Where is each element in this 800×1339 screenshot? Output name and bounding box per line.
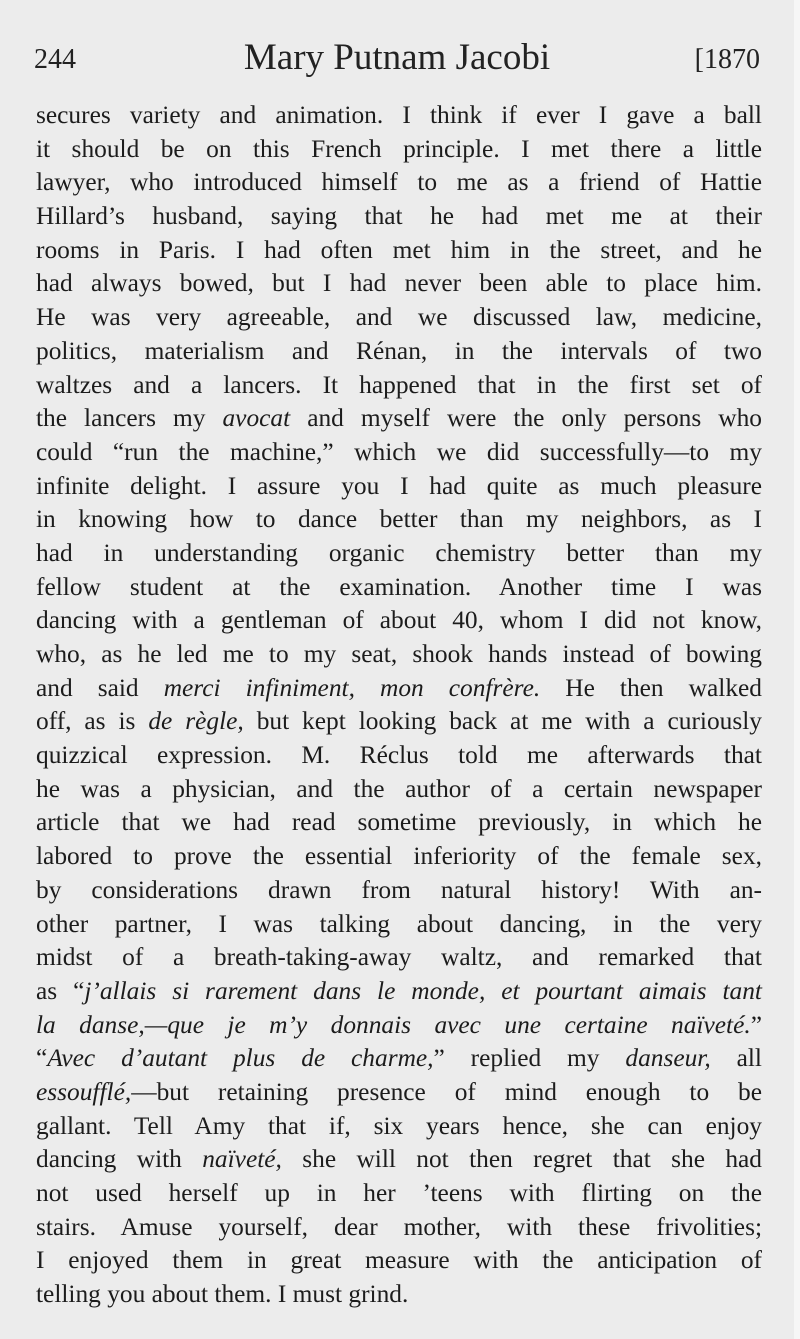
text-segment: by considerations drawn from natural history! With an-: [36, 875, 762, 904]
text-segment: dancing with a gentleman of about 40, whom I did not know,: [36, 606, 762, 635]
text-segment: other partner, I was talking about dancing, in the very: [36, 909, 762, 938]
text-segment: Hillard’s husband, saying that he had met me at their: [36, 202, 762, 231]
text-line: [36, 604, 762, 638]
text-line: [36, 402, 762, 436]
text-segment: ”: [750, 1010, 762, 1039]
text-line: [36, 503, 762, 537]
italic-text: merci infiniment, mon confrère.: [163, 673, 541, 702]
text-line: [36, 638, 762, 672]
text-segment: in knowing how to dance better than my neighbors, as I: [36, 505, 762, 534]
text-segment: stairs. Amuse yourself, dear mother, with these frivolities;: [36, 1212, 762, 1241]
italic-text: de règle,: [148, 707, 244, 736]
text-segment: “: [36, 1044, 48, 1073]
text-line: [36, 874, 762, 908]
text-segment: article that we had read sometime previously, in which he: [36, 808, 762, 837]
text-line: [36, 840, 762, 874]
text-line: [36, 335, 762, 369]
text-line: [36, 436, 762, 470]
text-line: [36, 133, 762, 167]
text-segment: dancing with: [36, 1145, 203, 1174]
text-line: [36, 537, 762, 571]
text-segment: he was a physician, and the author of a certain newspaper: [36, 774, 762, 803]
text-segment: all: [710, 1044, 762, 1073]
text-segment: politics, materialism and Rénan, in the intervals of two: [36, 336, 762, 365]
text-line: [36, 1143, 762, 1177]
text-segment: as “: [36, 976, 85, 1005]
text-segment: He then walked: [540, 673, 762, 702]
text-segment: rooms in Paris. I had often met him in the street, and he: [36, 235, 762, 264]
text-line: [36, 908, 762, 942]
text-line: [36, 975, 762, 1009]
text-line: [36, 941, 762, 975]
text-segment: lawyer, who introduced himself to me as a friend of Hattie: [36, 168, 762, 197]
body-text: [36, 99, 762, 1312]
text-segment: but kept looking back at me with a curiously: [243, 707, 762, 736]
text-line: [36, 571, 762, 605]
text-line: [36, 705, 762, 739]
text-segment: and said: [36, 673, 164, 702]
text-line: [36, 1042, 762, 1076]
text-segment: had in understanding organic chemistry better than my: [36, 538, 762, 567]
text-line: [36, 470, 762, 504]
text-line: [36, 773, 762, 807]
text-line: [36, 1177, 762, 1211]
year-marker: [1870: [694, 44, 760, 75]
text-line: [36, 672, 762, 706]
italic-text: danseur,: [625, 1044, 711, 1073]
page-edge: [794, 0, 800, 1339]
text-segment: it should be on this French principle. I met there a little: [36, 134, 762, 163]
text-line: [36, 267, 762, 301]
text-line: [36, 739, 762, 773]
text-segment: had always bowed, but I had never been able to place him.: [36, 269, 762, 298]
running-title: Mary Putnam Jacobi: [243, 37, 551, 78]
text-line: [36, 301, 762, 335]
text-segment: the lancers my: [36, 404, 223, 433]
text-segment: midst of a breath-taking-away waltz, and remarked that: [36, 943, 762, 972]
italic-text: la danse,—que je m’y donnais avec une certaine naïveté.: [36, 1010, 751, 1039]
text-segment: telling you about them. I must grind.: [36, 1280, 409, 1309]
text-line: [36, 1244, 762, 1278]
italic-text: Avec d’autant plus de charme,: [47, 1044, 434, 1073]
italic-text: naïveté,: [202, 1145, 282, 1174]
text-segment: who, as he led me to my seat, shook hands instead of bowing: [36, 640, 762, 668]
text-line: [36, 1076, 762, 1110]
text-line: [36, 1211, 762, 1245]
text-segment: I enjoyed them in great measure with the anticipation of: [36, 1246, 762, 1275]
text-segment: ” replied my: [433, 1044, 626, 1073]
text-line: [36, 234, 762, 268]
text-segment: waltzes and a lancers. It happened that in the first set of: [36, 370, 762, 399]
italic-text: j’allais si rarement dans le monde, et pourtant aimais tant: [84, 976, 762, 1005]
text-segment: fellow student at the examination. Another time I was: [36, 572, 762, 601]
text-segment: not used herself up in her ’teens with flirting on the: [36, 1179, 762, 1207]
text-line: [36, 1009, 762, 1043]
text-line: [36, 1278, 762, 1312]
text-segment: He was very agreeable, and we discussed law, medicine,: [36, 303, 762, 332]
text-line: [36, 99, 762, 133]
text-segment: she will not then regret that she had: [281, 1145, 762, 1174]
text-line: [36, 369, 762, 403]
page-number: 244: [34, 44, 76, 75]
text-line: [36, 806, 762, 840]
text-segment: labored to prove the essential inferiority of the female sex,: [36, 842, 762, 871]
running-header: [34, 36, 760, 82]
italic-text: essoufflé,: [36, 1077, 132, 1106]
italic-text: avocat: [222, 404, 291, 433]
text-segment: off, as is: [36, 707, 149, 736]
text-segment: quizzical expression. M. Réclus told me afterwards that: [36, 741, 762, 770]
text-segment: infinite delight. I assure you I had quite as much pleasure: [36, 471, 762, 500]
text-line: [36, 200, 762, 234]
text-segment: secures variety and animation. I think if ever I gave a ball: [36, 101, 762, 129]
text-line: [36, 1110, 762, 1144]
text-segment: —but retaining presence of mind enough to be: [131, 1077, 762, 1106]
text-segment: could “run the machine,” which we did successfully—to my: [36, 437, 762, 466]
text-segment: gallant. Tell Amy that if, six years hence, she can enjoy: [36, 1111, 762, 1140]
text-segment: and myself were the only persons who: [290, 404, 762, 433]
text-line: [36, 166, 762, 200]
